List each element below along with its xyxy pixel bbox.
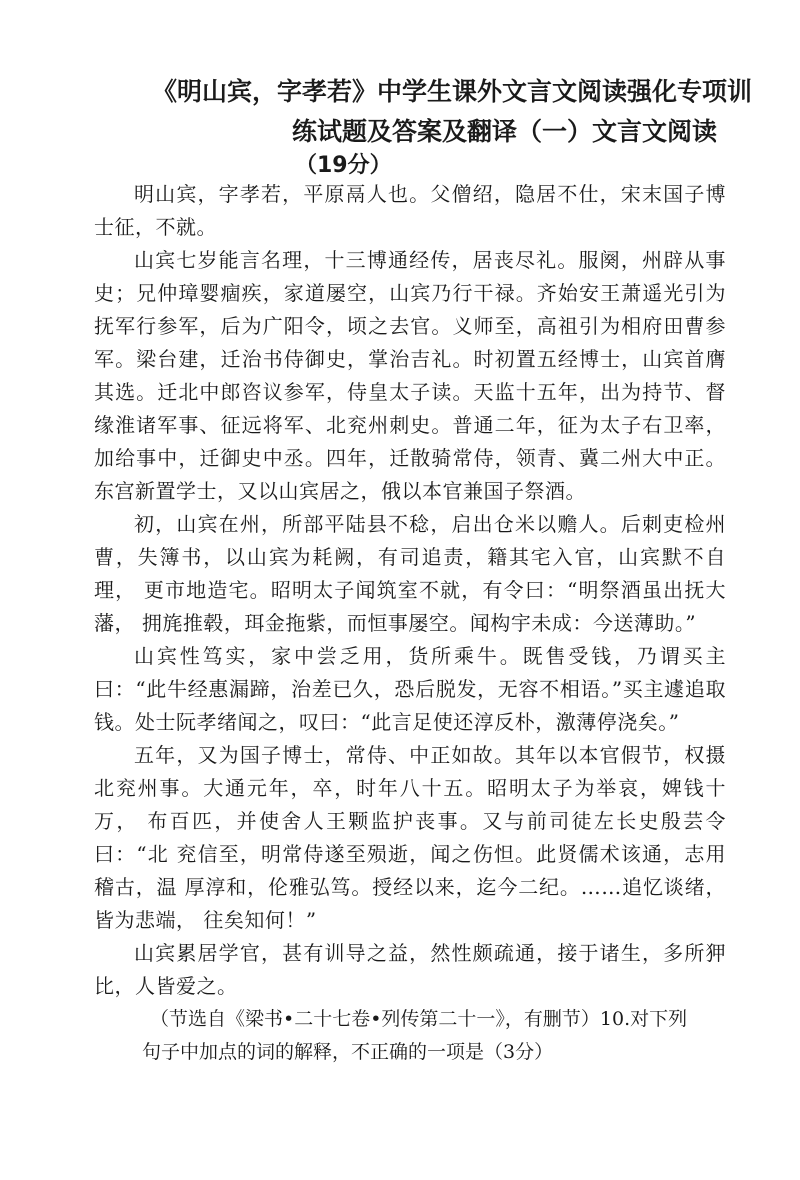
question-text: 句子中加点的词的解释，不正确的一项是（3分） [142,1041,554,1063]
passage-body [94,178,726,1069]
passage-paragraph-4: 山宾性笃实，家中尝乏用，货所乘牛。既售受钱，乃谓买主曰：“此牛经惠漏蹄，治差已久，恐后脱发，无容不相语。”买主遽追取 钱。处士阮孝绪闻之，叹曰：“此言足使还淳反朴，激薄停浇矣。” [94,644,726,734]
document-title-line2: 练试题及答案及翻译（一）文言文阅读 [292,117,718,146]
passage-paragraph-5: 五年，又为国子博士，常侍、中正如故。其年以本官假节，权摄 北兖州事。大通元年，卒，时年八十五。昭明太子为举哀，婢钱十万， 布百匹，并使舍人王颗监护丧事。又与前司徒左长史殷芸令曰：“北 兖信至，明常侍遂至殒逝，闻之伤怛。此贤儒术该通，志用稽古，温 厚淳和，伦雅弘笃。授经以来，迄今二纪。……追忆谈绪，皆为悲端， 往矣知何！” [94,743,726,932]
passage-paragraph-1: 明山宾，字孝若，平原鬲人也。父僧绍，隐居不仕，宋末国子博 士征，不就。 [94,182,726,239]
passage-paragraph-3: 初，山宾在州，所部平陆县不稔，启出仓米以赡人。后刺吏检州 曹，失簿书，以山宾为耗阙，有司追责，籍其宅入官，山宾默不自理， 更市地造宅。昭明太子闻筑室不就，有令曰：“明祭酒虽出抚大藩， 拥旄推毂，珥金拖紫，而恒事屡空。闻构宇未成：今送薄助。” [94,512,726,635]
passage-paragraph-2: 山宾七岁能言名理，十三博通经传，居丧尽礼。服阕，州辟从事 史；兄仲璋婴痼疾，家道屡空，山宾乃行干禄。齐始安王萧遥光引为 抚军行参军，后为广阳令，顷之去官。义师至，高祖引为相府田曹参 军。梁台建，迁治书侍御史，掌治吉礼。时初置五经博士，山宾首膺 其选。迁北中郎咨议参军，侍皇太子读。天监十五年，出为持节、督 缘淮诸军事、征远将军、北兖州刺史。普通二年，征为太子右卫率，加给事中，迁御史中丞。四年，迁散骑常侍，领青、冀二州大中正。 东宫新置学士，又以山宾居之，俄以本官兼国子祭酒。 [94,248,726,503]
passage-paragraph-6: 山宾累居学官，甚有训导之益，然性颇疏通，接于诸生，多所狎 比，人皆爱之。 [94,941,726,998]
source-citation: （节选自《梁书•二十七卷•列传第二十一》，有删节）10.对下列 [150,1008,688,1030]
score-label: （19分） [295,153,392,178]
document-title-line1: 《明山宾，字孝若》中学生课外文言文阅读强化专项训 [152,77,753,106]
